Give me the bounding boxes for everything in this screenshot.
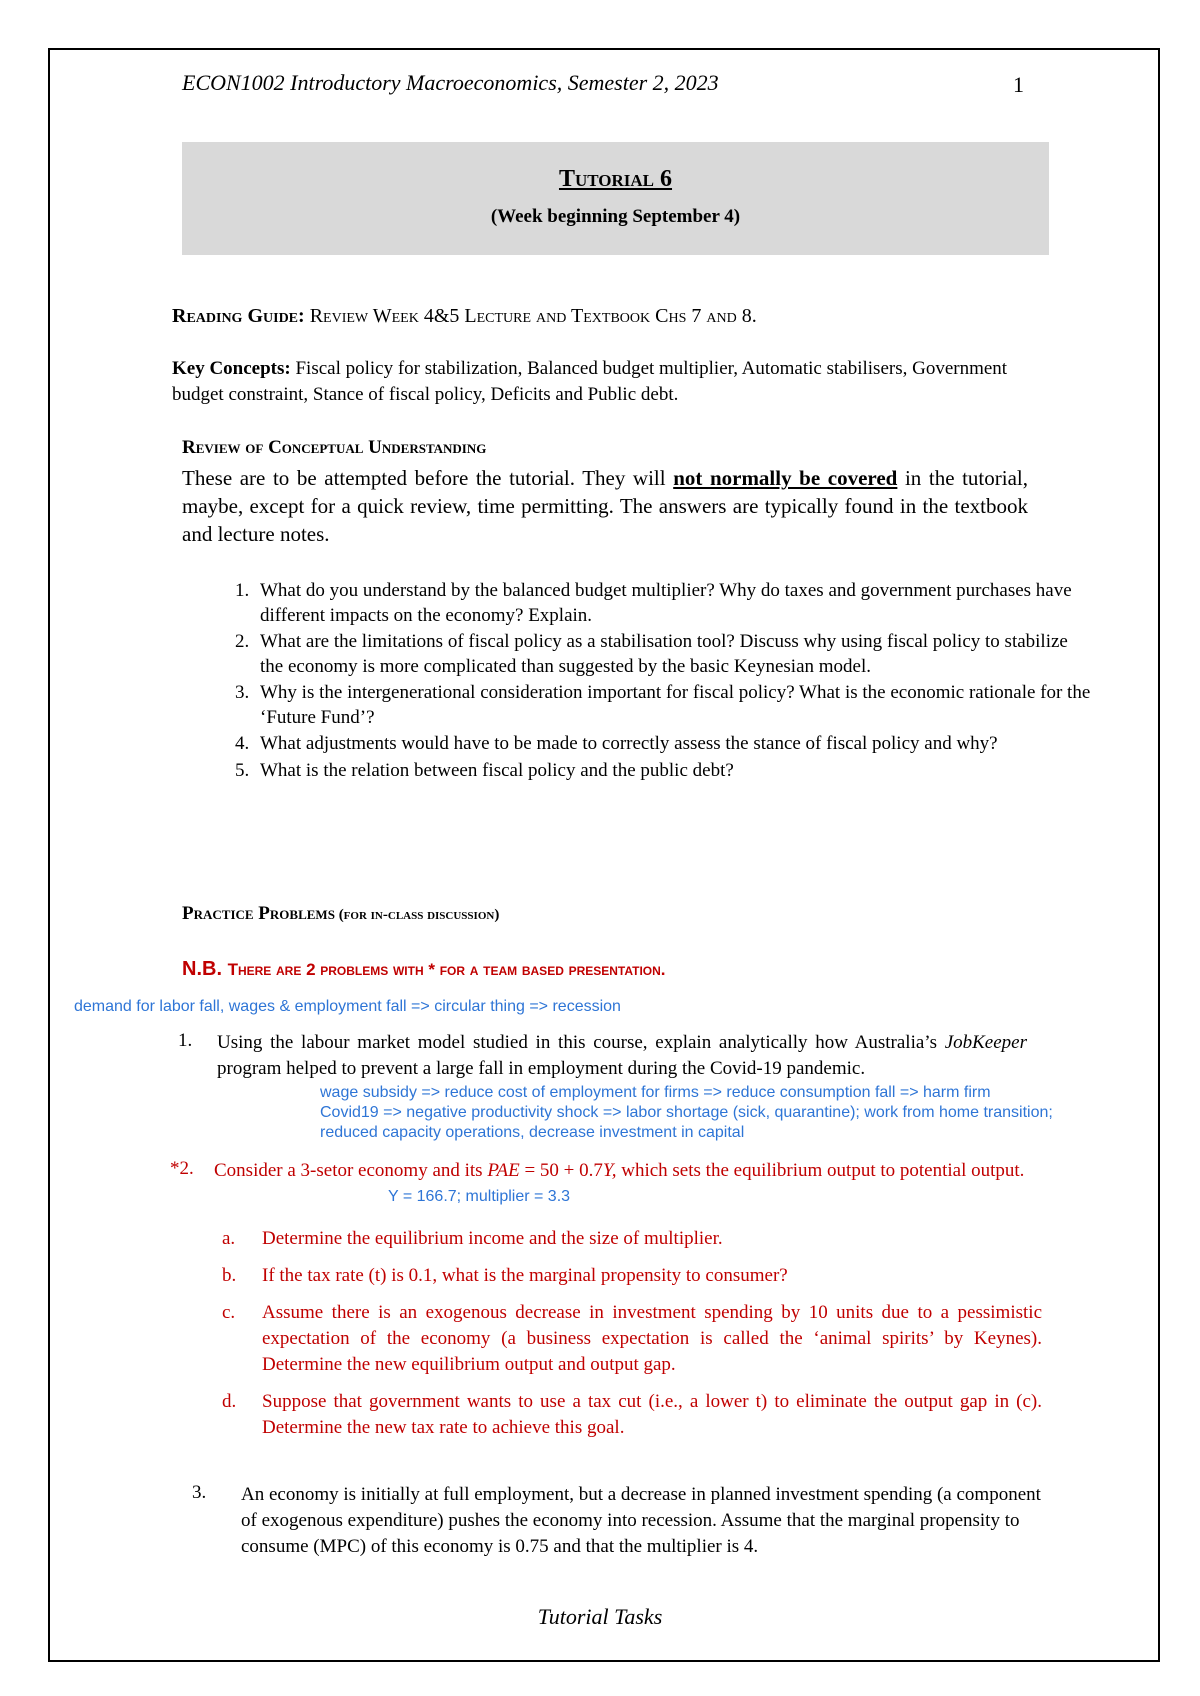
key-concepts xyxy=(172,356,1052,408)
problem-2-part-a xyxy=(222,1226,1042,1252)
tutorial-title xyxy=(182,166,1049,193)
review-question: 5. What is the relation between fiscal policy and the public debt? xyxy=(254,759,1094,784)
problem-1-text-b: program helped to prevent a large fall in employment during the Covid-19 pandemic. xyxy=(217,1058,866,1079)
review-question: 2. What are the limitations of fiscal policy as a stabilisation tool? Discuss why using fiscal policy to stabilize the economy is more complicated than suggested by the basic Keynesian model. xyxy=(254,630,1094,679)
note-2-line-3: reduced capacity operations, decrease investment in capital xyxy=(320,1124,745,1141)
title-box xyxy=(182,142,1049,255)
nb-text: There are 2 problems with * for a team based presentation. xyxy=(227,960,666,979)
reading-guide-text: Review Week 4&5 Lecture and Textbook Chs 7 and 8. xyxy=(304,305,757,327)
handwritten-note-3: Y = 166.7; multiplier = 3.3 xyxy=(388,1188,571,1205)
course-header: ECON1002 Introductory Macroeconomics, Semester 2, 2023 xyxy=(182,70,719,95)
reading-guide-label: Reading Guide: xyxy=(172,305,305,327)
page-footer: Tutorial Tasks xyxy=(537,1604,663,1629)
nb-prefix: N.B. xyxy=(182,958,228,980)
part-label: d. xyxy=(222,1391,237,1412)
problem-2-text-a: Consider a 3-setor economy and its xyxy=(214,1160,488,1181)
problem-1-text-a: Using the labour market model studied in this course, explain analytically how Australia’s xyxy=(217,1032,945,1053)
review-intro-emphasis: not normally be covered xyxy=(673,466,898,490)
review-intro-end: in the tutorial, maybe, except for a quick review, time permitting. The answers are typically found in the textbook and lecture notes. xyxy=(182,466,1028,546)
problem-2-y: Y, xyxy=(602,1160,617,1181)
review-intro-start: These are to be attempted before the tutorial. They will xyxy=(182,466,674,490)
nb-note xyxy=(182,958,666,981)
part-text: Determine the equilibrium income and the size of multiplier. xyxy=(262,1228,723,1249)
handwritten-note-2 xyxy=(320,1083,1053,1143)
review-heading: Review of Conceptual Understanding xyxy=(182,437,487,458)
practice-heading xyxy=(182,903,499,925)
part-label: a. xyxy=(222,1228,236,1249)
reading-guide xyxy=(172,305,757,328)
problem-2-pae: PAE xyxy=(487,1160,520,1181)
problem-2-part-c xyxy=(222,1300,1042,1380)
part-text: If the tax rate (t) is 0.1, what is the marginal propensity to consumer? xyxy=(262,1265,788,1286)
problem-2-equation: = 50 + 0.7 xyxy=(519,1160,603,1181)
practice-heading-sub: (for in-class discussion) xyxy=(334,907,500,923)
review-question: 4. What adjustments would have to be made to correctly assess the stance of fiscal policy and why? xyxy=(254,732,1094,757)
key-concepts-label: Key Concepts: xyxy=(172,358,291,379)
part-label: c. xyxy=(222,1302,236,1323)
problem-2 xyxy=(214,1158,1034,1184)
problem-3-number: 3. xyxy=(192,1482,207,1503)
part-label: b. xyxy=(222,1265,237,1286)
part-text: Suppose that government wants to use a tax cut (i.e., a lower t) to eliminate the output gap in (c). Determine the new tax rate to achieve this goal. xyxy=(262,1391,1042,1438)
problem-1-jobkeeper: JobKeeper xyxy=(944,1032,1027,1053)
part-text: Assume there is an exogenous decrease in investment spending by 10 units due to a pessimistic expectation of the economy (a business expectation is called the ‘animal spirits’ by Keynes). Determine the new equilibrium output and output gap. xyxy=(262,1302,1042,1375)
key-concepts-text: Fiscal policy for stabilization, Balanced budget multiplier, Automatic stabilisers, Government budget constraint, Stance of fiscal policy, Deficits and Public debt. xyxy=(172,358,1008,405)
problem-1 xyxy=(217,1030,1027,1082)
review-question: 3. Why is the intergenerational consideration important for fiscal policy? What is the economic rationale for the ‘Future Fund’? xyxy=(254,681,1094,730)
problem-2-number: *2. xyxy=(170,1158,194,1179)
review-intro xyxy=(182,464,1028,548)
problem-2-part-b xyxy=(222,1263,1042,1289)
note-2-line-2: Covid19 => negative productivity shock => labor shortage (sick, quarantine); work from home transition; xyxy=(320,1104,1053,1121)
problem-3: An economy is initially at full employment, but a decrease in planned investment spending (a component of exogenous expenditure) pushes the economy into recession. Assume that the marginal propensity to consume (MPC) of this economy is 0.75 and that the multiplier is 4. xyxy=(241,1484,1041,1557)
tutorial-title-text: Tutorial 6 xyxy=(558,166,673,192)
page-number: 1 xyxy=(1013,72,1024,97)
handwritten-note-1: demand for labor fall, wages & employment fall => circular thing => recession xyxy=(74,998,621,1015)
practice-heading-text: Practice Problems xyxy=(182,903,335,924)
review-question: 1. What do you understand by the balanced budget multiplier? Why do taxes and government purchases have different impacts on the economy? Explain. xyxy=(254,579,1094,628)
problem-1-number: 1. xyxy=(178,1030,193,1051)
review-questions xyxy=(208,579,1094,785)
problem-2-part-d xyxy=(222,1389,1042,1443)
note-2-line-1: wage subsidy => reduce cost of employment for firms => reduce consumption fall => harm firm xyxy=(320,1084,991,1101)
tutorial-subtitle: (Week beginning September 4) xyxy=(490,206,741,227)
problem-2-text-c: which sets the equilibrium output to potential output. xyxy=(616,1160,1025,1181)
